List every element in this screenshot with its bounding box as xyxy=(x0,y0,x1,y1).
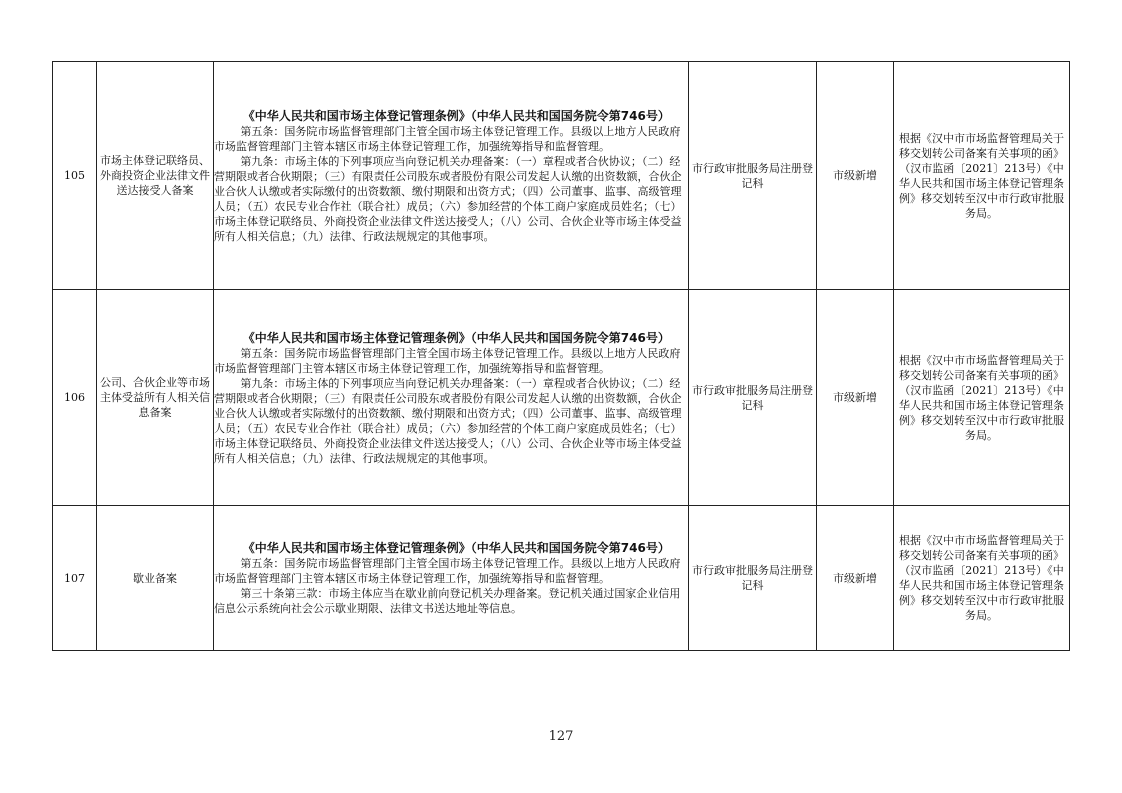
change-type: 市级新增 xyxy=(817,506,894,651)
implementing-department: 市行政审批服务局注册登记科 xyxy=(689,62,817,290)
row-number: 105 xyxy=(53,62,97,290)
item-name: 市场主体登记联络员、外商投资企业法律文件送达接受人备案 xyxy=(97,62,214,290)
implementing-department: 市行政审批服务局注册登记科 xyxy=(689,290,817,506)
legal-basis xyxy=(214,506,689,651)
change-type: 市级新增 xyxy=(817,62,894,290)
law-title: 《中华人民共和国市场主体登记管理条例》（中华人民共和国国务院令第746号） xyxy=(242,541,670,555)
item-name: 歇业备案 xyxy=(97,506,214,651)
article-text: 第五条：国务院市场监督管理部门主管全国市场主体登记管理工作。县级以上地方人民政府市场监督管理部门主管本辖区市场主体登记管理工作，加强统筹指导和监督管理。 xyxy=(214,124,681,153)
article-text: 第三十条第三款：市场主体应当在歇业前向登记机关办理备案。登记机关通过国家企业信用信息公示系统向社会公示歇业期限、法律文书送达地址等信息。 xyxy=(214,587,681,615)
article-text: 第五条：国务院市场监督管理部门主管全国市场主体登记管理工作。县级以上地方人民政府市场监督管理部门主管本辖区市场主体登记管理工作，加强统筹指导和监督管理。 xyxy=(214,346,681,375)
item-name: 公司、合伙企业等市场主体受益所有人相关信息备案 xyxy=(97,290,214,506)
implementing-department: 市行政审批服务局注册登记科 xyxy=(689,506,817,651)
law-title: 《中华人民共和国市场主体登记管理条例》（中华人民共和国国务院令第746号） xyxy=(242,330,670,345)
legal-basis xyxy=(214,290,689,506)
remarks: 根据《汉中市市场监督管理局关于移交划转公司备案有关事项的函》（汉市监函〔2021〕213号）《中华人民共和国市场主体登记管理条例》移交划转至汉中市行政审批服务局。 xyxy=(894,62,1070,290)
law-title: 《中华人民共和国市场主体登记管理条例》（中华人民共和国国务院令第746号） xyxy=(242,108,670,123)
row-number: 107 xyxy=(53,506,97,651)
article-text: 第九条：市场主体的下列事项应当向登记机关办理备案：（一）章程或者合伙协议；（二）经营期限或者合伙期限；（三）有限责任公司股东或者股份有限公司发起人认缴的出资数额，合伙企业合伙人认缴或者实际缴付的出资数额、缴付期限和出资方式；（四）公司董事、监事、高级管理人员；（五）农民专业合作社（联合社）成员；（六）参加经营的个体工商户家庭成员姓名；（七）市场主体登记联络员、外商投资企业法律文件送达接受人；（八）公司、合伙企业等市场主体受益所有人相关信息；（九）法律、行政法规规定的其他事项。 xyxy=(214,376,682,465)
article-text: 第九条：市场主体的下列事项应当向登记机关办理备案：（一）章程或者合伙协议；（二）经营期限或者合伙期限；（三）有限责任公司股东或者股份有限公司发起人认缴的出资数额，合伙企业合伙人认缴或者实际缴付的出资数额、缴付期限和出资方式；（四）公司董事、监事、高级管理人员；（五）农民专业合作社（联合社）成员；（六）参加经营的个体工商户家庭成员姓名；（七）市场主体登记联络员、外商投资企业法律文件送达接受人；（八）公司、合伙企业等市场主体受益所有人相关信息；（九）法律、行政法规规定的其他事项。 xyxy=(214,154,682,243)
remarks: 根据《汉中市市场监督管理局关于移交划转公司备案有关事项的函》（汉市监函〔2021〕213号）《中华人民共和国市场主体登记管理条例》移交划转至汉中市行政审批服务局。 xyxy=(894,506,1070,651)
change-type: 市级新增 xyxy=(817,290,894,506)
filing-items-table xyxy=(52,61,1070,651)
row-number: 106 xyxy=(53,290,97,506)
page-number: 127 xyxy=(548,729,574,744)
article-text: 第五条：国务院市场监督管理部门主管全国市场主体登记管理工作。县级以上地方人民政府市场监督管理部门主管本辖区市场主体登记管理工作，加强统筹指导和监督管理。 xyxy=(214,557,681,585)
table-row-106 xyxy=(53,290,1070,506)
legal-basis xyxy=(214,62,689,290)
table-row-107 xyxy=(53,506,1070,651)
remarks: 根据《汉中市市场监督管理局关于移交划转公司备案有关事项的函》（汉市监函〔2021〕213号）《中华人民共和国市场主体登记管理条例》移交划转至汉中市行政审批服务局。 xyxy=(894,290,1070,506)
table-row-105 xyxy=(53,62,1070,290)
